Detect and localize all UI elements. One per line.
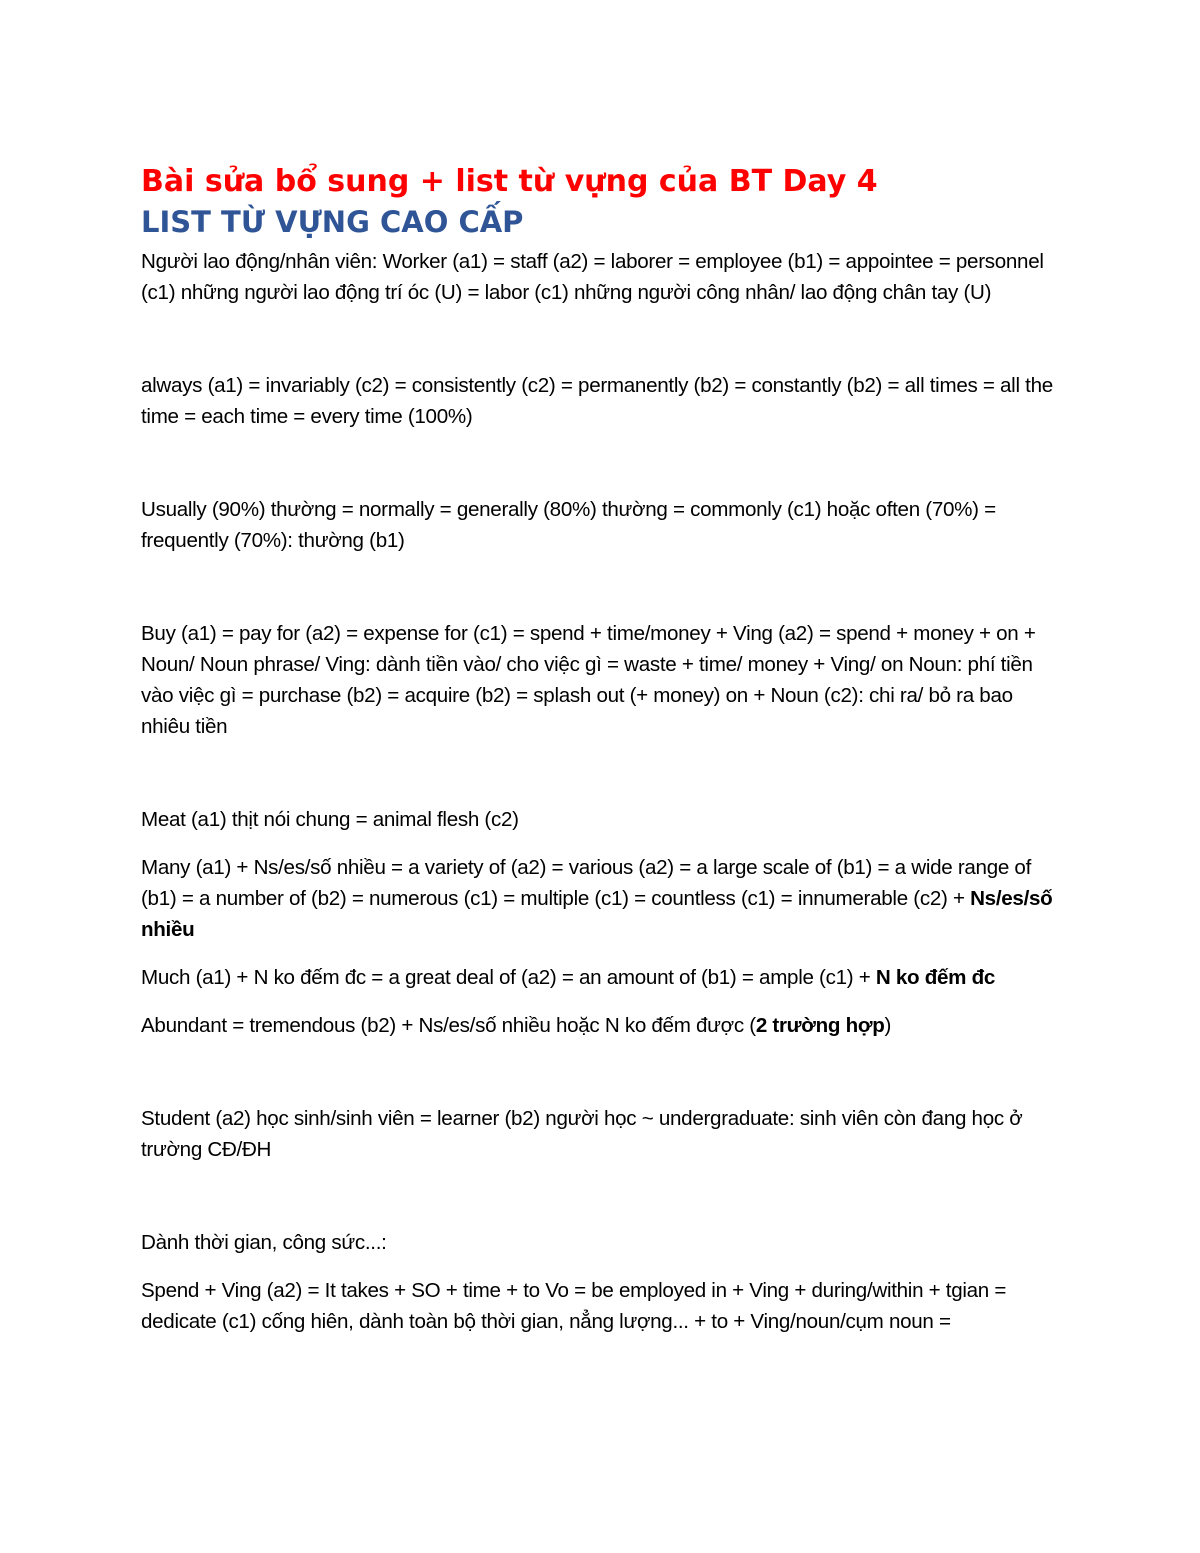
vocab-paragraph-spend: Spend + Ving (a2) = It takes + SO + time + to Vo = be employed in + Ving + during/within + tgian = dedicate (c1) cống hiên, dành toàn bộ thời gian, nẳng lượng... + to + Ving/noun/cụm noun =: [141, 1279, 1007, 1333]
document-subtitle: LIST TỪ VỰNG CAO CẤP: [141, 205, 524, 239]
many-bold-text: Ns/es/số nhiều: [141, 887, 1053, 941]
vocab-paragraph-many: [141, 852, 1059, 945]
abundant-bold-text: 2 trường hợp: [755, 1014, 885, 1037]
vocab-paragraph-meat: Meat (a1) thịt nói chung = animal flesh (c2): [141, 808, 519, 831]
vocab-paragraph-abundant: [141, 1010, 1059, 1041]
many-text: Many (a1) + Ns/es/số nhiều = a variety of (a2) = various (a2) = a large scale of (b1) = a wide range of (b1) = a number of (b2) = numerous (c1) = multiple (c1) = countless (c1) = innumerable (c2) +: [141, 856, 1031, 910]
vocab-paragraph-usually: Usually (90%) thường = normally = generally (80%) thường = commonly (c1) hoặc often (70%) = frequently (70%): thường (b1): [141, 498, 996, 552]
document-page: [141, 162, 1059, 1337]
vocab-paragraph-much: [141, 962, 1059, 993]
abundant-text: Abundant = tremendous (b2) + Ns/es/số nhiều hoặc N ko đếm được (: [141, 1014, 756, 1037]
much-text: Much (a1) + N ko đếm đc = a great deal of (a2) = an amount of (b1) = ample (c1) +: [141, 966, 876, 989]
document-title: Bài sửa bổ sung + list từ vựng của BT Day 4: [141, 164, 878, 199]
vocab-paragraph-spend-time-heading: Dành thời gian, công sức...:: [141, 1231, 387, 1254]
vocab-paragraph-student: Student (a2) học sinh/sinh viên = learner (b2) người học ~ undergraduate: sinh viên còn đang học ở trường CĐ/ĐH: [141, 1107, 1023, 1161]
abundant-end-text: ): [884, 1014, 892, 1037]
vocab-paragraph-always: always (a1) = invariably (c2) = consistently (c2) = permanently (b2) = constantly (b2) = all times = all the time = each time = every time (100%): [141, 374, 1053, 428]
vocab-paragraph-worker: Người lao động/nhân viên: Worker (a1) = staff (a2) = laborer = employee (b1) = appointee = personnel (c1) những người lao động trí óc (U) = labor (c1) những người công nhân/ lao động chân tay (U): [141, 250, 1044, 304]
vocab-paragraph-buy: Buy (a1) = pay for (a2) = expense for (c1) = spend + time/money + Ving (a2) = spend + money + on + Noun/ Noun phrase/ Ving: dành tiền vào/ cho việc gì = waste + time/ money + Ving/ on Noun: phí tiền vào việc gì = purchase (b2) = acquire (b2) = splash out (+ money) on + Noun (c2): chi ra/ bỏ ra bao nhiêu tiền: [141, 622, 1036, 738]
much-bold-text: N ko đếm đc: [875, 966, 996, 989]
